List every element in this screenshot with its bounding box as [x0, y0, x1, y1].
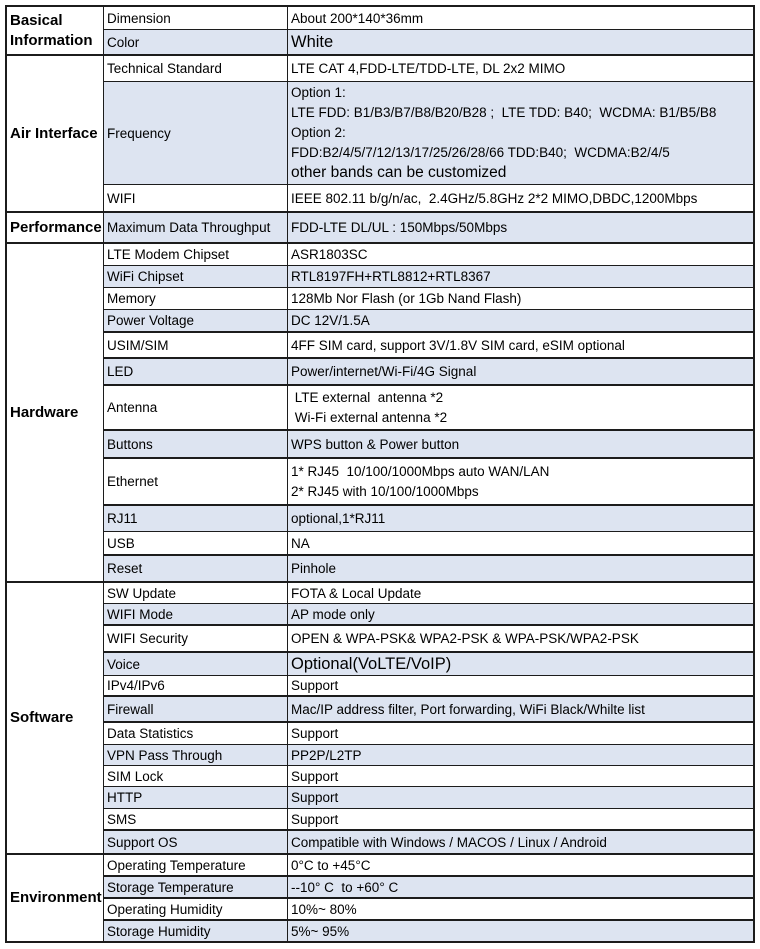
spec-row-ipv4-ipv6 — [104, 675, 753, 695]
spec-row-voice — [104, 651, 753, 675]
spec-row-operating-temperature — [104, 855, 753, 875]
spec-label: WiFi Chipset — [104, 266, 288, 287]
spec-value: Power/internet/Wi-Fi/4G Signal — [291, 364, 477, 379]
spec-value-line: FDD:B2/4/5/7/12/13/17/25/26/28/66 TDD:B40; WCDMA:B2/4/5 — [291, 145, 670, 160]
spec-value — [288, 386, 753, 429]
spec-value: Pinhole — [291, 561, 337, 576]
spec-row-usim-sim — [104, 331, 753, 357]
spec-value: IEEE 802.11 b/g/n/ac, 2.4GHz/5.8GHz 2*2 MIMO,DBDC,1200Mbps — [291, 190, 698, 206]
section-rows — [104, 244, 753, 581]
section-performance — [7, 211, 753, 242]
spec-value: LTE CAT 4,FDD-LTE/TDD-LTE, DL 2x2 MIMO — [291, 61, 566, 76]
spec-label: Firewall — [104, 697, 288, 721]
spec-row-wifi-mode — [104, 603, 753, 624]
spec-label: RJ11 — [104, 506, 288, 531]
spec-row-technical-standard — [104, 56, 753, 81]
spec-label: USIM/SIM — [104, 333, 288, 357]
spec-label: Buttons — [104, 431, 288, 457]
spec-row-memory — [104, 287, 753, 309]
spec-row-firewall — [104, 695, 753, 721]
spec-label: SW Update — [104, 583, 288, 603]
spec-label: IPv4/IPv6 — [104, 676, 288, 695]
spec-value: PP2P/L2TP — [291, 747, 362, 763]
spec-row-dimension — [104, 7, 753, 29]
spec-value: optional,1*RJ11 — [291, 511, 386, 526]
spec-label: SIM Lock — [104, 766, 288, 786]
category-label-air-interface: Air Interface — [7, 56, 104, 211]
section-rows — [104, 213, 753, 242]
spec-value-line: other bands can be customized — [291, 164, 507, 181]
spec-row-ethernet — [104, 457, 753, 504]
spec-label: Color — [104, 30, 288, 54]
spec-label: Voice — [104, 653, 288, 675]
spec-value: Compatible with Windows / MACOS / Linux / Android — [291, 834, 607, 850]
spec-row-support-os — [104, 829, 753, 853]
spec-value-line: LTE FDD: B1/B3/B7/B8/B20/B28 ; LTE TDD: B40; WCDMA: B1/B5/B8 — [291, 105, 717, 120]
spec-row-vpn-pass-through — [104, 744, 753, 765]
spec-row-antenna — [104, 384, 753, 429]
spec-value: WPS button & Power button — [291, 436, 460, 452]
spec-row-wifi-chipset — [104, 265, 753, 287]
spec-value: ASR1803SC — [291, 247, 368, 262]
spec-value: About 200*140*36mm — [291, 10, 424, 26]
category-label-basical-information: Basical Information — [7, 7, 104, 54]
spec-value — [288, 459, 753, 504]
spec-value: 10%~ 80% — [291, 901, 357, 917]
spec-label: WIFI — [104, 185, 288, 211]
spec-value: 128Mb Nor Flash (or 1Gb Nand Flash) — [291, 291, 522, 306]
spec-label: Storage Temperature — [104, 877, 288, 897]
spec-label: Technical Standard — [104, 56, 288, 81]
section-environment — [7, 853, 753, 941]
spec-value: OPEN & WPA-PSK& WPA2-PSK & WPA-PSK/WPA2-PSK — [291, 631, 639, 646]
spec-row-maximum-data-throughput — [104, 213, 753, 242]
spec-value-line: Wi-Fi external antenna *2 — [291, 409, 448, 425]
spec-label: LTE Modem Chipset — [104, 244, 288, 265]
section-rows — [104, 56, 753, 211]
spec-label: Frequency — [104, 82, 288, 184]
section-rows — [104, 855, 753, 941]
spec-row-wifi-security — [104, 624, 753, 651]
spec-label: Maximum Data Throughput — [104, 213, 288, 242]
spec-value: NA — [291, 535, 310, 551]
section-basical-information — [7, 7, 753, 54]
spec-value: Optional(VoLTE/VoIP) — [291, 655, 452, 673]
spec-label: Power Voltage — [104, 310, 288, 331]
spec-value: Support — [291, 678, 339, 693]
category-label-software: Software — [7, 583, 104, 853]
spec-label: USB — [104, 532, 288, 554]
spec-row-http — [104, 786, 753, 808]
spec-row-sim-lock — [104, 765, 753, 786]
spec-label: Operating Humidity — [104, 899, 288, 919]
spec-value: Support — [291, 811, 339, 827]
spec-label: HTTP — [104, 787, 288, 808]
spec-value: AP mode only — [291, 606, 375, 622]
spec-value: Support — [291, 726, 339, 741]
spec-value: Mac/IP address filter, Port forwarding, WiFi Black/Whilte list — [291, 701, 645, 717]
section-hardware — [7, 242, 753, 581]
spec-row-data-statistics — [104, 721, 753, 744]
spec-label: VPN Pass Through — [104, 745, 288, 765]
spec-row-led — [104, 357, 753, 384]
spec-row-storage-temperature — [104, 875, 753, 897]
spec-value: Support — [291, 768, 339, 784]
section-rows — [104, 583, 753, 853]
spec-row-sms — [104, 808, 753, 829]
spec-value-line: LTE external antenna *2 — [291, 389, 444, 405]
category-label-environment: Environment — [7, 855, 104, 941]
spec-value — [288, 82, 753, 184]
spec-label: Antenna — [104, 386, 288, 429]
spec-row-operating-humidity — [104, 897, 753, 919]
spec-row-wifi — [104, 184, 753, 211]
spec-row-usb — [104, 531, 753, 554]
spec-label: Dimension — [104, 7, 288, 29]
spec-row-sw-update — [104, 583, 753, 603]
spec-value: White — [291, 33, 334, 51]
spec-row-color — [104, 29, 753, 54]
spec-value: --10° C to +60° C — [291, 879, 399, 895]
spec-value: FOTA & Local Update — [291, 585, 422, 601]
spec-label: Memory — [104, 288, 288, 309]
spec-label: Reset — [104, 556, 288, 581]
spec-label: Ethernet — [104, 459, 288, 504]
section-software — [7, 581, 753, 853]
category-label-performance: Performance — [7, 213, 104, 242]
spec-value: 0°C to +45°C — [291, 857, 371, 873]
spec-value: 4FF SIM card, support 3V/1.8V SIM card, eSIM optional — [291, 337, 625, 353]
spec-label: LED — [104, 359, 288, 384]
spec-value-line: 1* RJ45 10/100/1000Mbps auto WAN/LAN — [291, 463, 550, 479]
spec-value: FDD-LTE DL/UL : 150Mbps/50Mbps — [291, 220, 508, 235]
section-rows — [104, 7, 753, 54]
spec-label: WIFI Security — [104, 626, 288, 651]
spec-value-line: Option 1: — [291, 85, 346, 100]
category-label-hardware: Hardware — [7, 244, 104, 581]
spec-row-buttons — [104, 429, 753, 457]
spec-value: Support — [291, 790, 339, 805]
spec-label: Storage Humidity — [104, 921, 288, 941]
spec-label: WIFI Mode — [104, 604, 288, 624]
spec-row-reset — [104, 554, 753, 581]
spec-label: Operating Temperature — [104, 855, 288, 875]
spec-value-line: 2* RJ45 with 10/100/1000Mbps — [291, 483, 479, 499]
spec-value-line: Option 2: — [291, 125, 346, 140]
spec-row-storage-humidity — [104, 919, 753, 941]
spec-row-frequency — [104, 81, 753, 184]
spec-value: 5%~ 95% — [291, 923, 350, 939]
spec-label: Data Statistics — [104, 723, 288, 744]
spec-row-lte-modem-chipset — [104, 244, 753, 265]
section-air-interface — [7, 54, 753, 211]
spec-table — [5, 5, 755, 943]
spec-label: Support OS — [104, 831, 288, 853]
spec-value: RTL8197FH+RTL8812+RTL8367 — [291, 269, 491, 284]
spec-row-power-voltage — [104, 309, 753, 331]
spec-row-rj11 — [104, 504, 753, 531]
spec-value: DC 12V/1.5A — [291, 313, 370, 328]
spec-label: SMS — [104, 809, 288, 829]
